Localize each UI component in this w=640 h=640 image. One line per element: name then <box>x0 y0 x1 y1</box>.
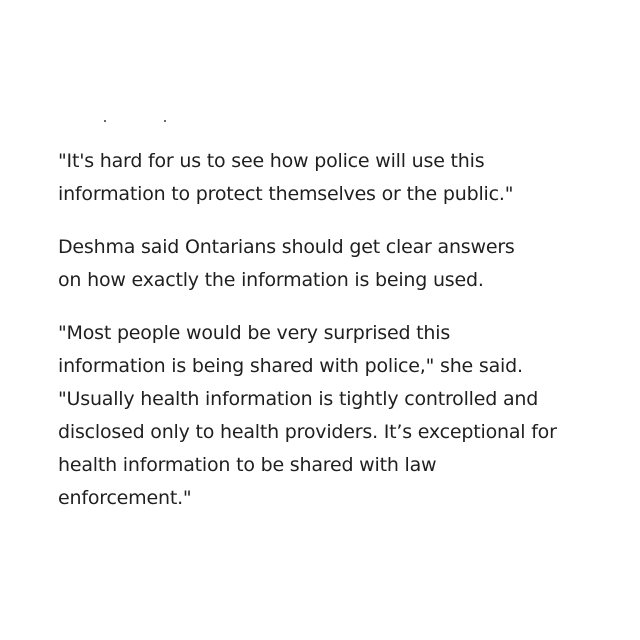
text-line: disclosed only to health providers. It’s exceptional for <box>58 421 557 443</box>
text-line: "It's hard for us to see how police will use this <box>58 150 485 172</box>
decorative-dot <box>164 120 166 122</box>
text-line: information to protect themselves or the public." <box>58 183 514 205</box>
article-body <box>58 145 598 535</box>
text-line: on how exactly the information is being used. <box>58 269 484 291</box>
paragraph-quote-police <box>58 145 598 211</box>
text-line: enforcement." <box>58 487 192 509</box>
paragraph-quote-health-info <box>58 317 598 515</box>
text-line: "Most people would be very surprised this <box>58 322 451 344</box>
text-line: "Usually health information is tightly controlled and <box>58 388 539 410</box>
paragraph-deshma-statement <box>58 231 598 297</box>
decorative-dot <box>104 120 106 122</box>
text-line: health information to be shared with law <box>58 454 437 476</box>
text-line: information is being shared with police," she said. <box>58 355 523 377</box>
text-line: Deshma said Ontarians should get clear answers <box>58 236 515 258</box>
